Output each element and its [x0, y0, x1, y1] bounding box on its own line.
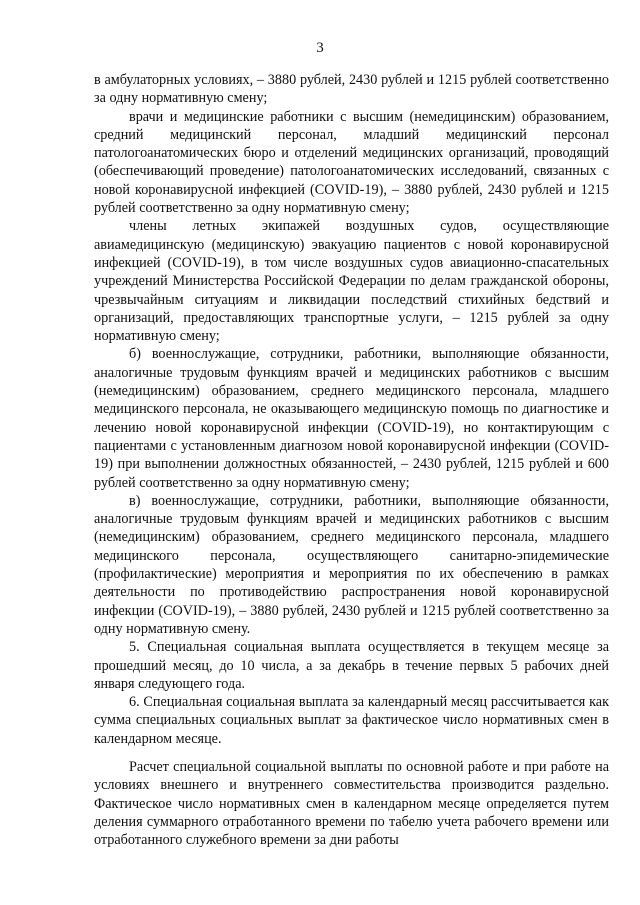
paragraph-item-b: б) военнослужащие, сотрудники, работники, выполняющие обязанности, аналогичные трудовым функциям врачей и медицинских работников с высшим (немедицинским) образованием, среднего медицинского персонала, младшего медицинского персонала, не оказывающего медицинскую помощь по диагностике и лечению новой коронавирусной инфекции (COVID-19), но контактирующим с пациентами с установленным диагнозом новой коронавирусной инфекции (COVID-19) при выполнении должностных обязанностей, – 2430 рублей, 1215 рублей и 600 рублей соответственно за одну нормативную смену;	[94, 346, 609, 491]
paragraph-calculation: Расчет специальной социальной выплаты по основной работе и при работе на условиях внешнего и внутреннего совместительства производится раздельно. Фактическое число нормативных смен в календарном месяце определяется путем деления суммарного отработанного времени по табелю учета рабочего времени или отработанного служебного времени за дни работы	[94, 758, 609, 849]
paragraph-item-6: 6. Специальная социальная выплата за календарный месяц рассчитывается как сумма специальных социальных выплат за фактическое число нормативных смен в календарном месяце.	[94, 694, 609, 747]
paragraph-item-5: 5. Специальная социальная выплата осуществляется в текущем месяце за прошедший месяц, до 10 числа, а за декабрь в течение первых 5 рабочих дней января следующего года.	[94, 639, 609, 692]
document-body	[94, 71, 609, 849]
paragraph-pathology-staff: врачи и медицинские работники с высшим (немедицинским) образованием, средний медицинский персонал, младший медицинский персонал патологоанатомических бюро и отделений медицинских организаций, проводящий (обеспечивающий проведение) патологоанатомических исследований, связанных с новой коронавирусной инфекцией (COVID-19), – 3880 рублей, 2430 рублей и 1215 рублей соответственно за одну нормативную смену;	[94, 108, 609, 217]
paragraph-flight-crews: члены летных экипажей воздушных судов, осуществляющие авиамедицинскую (медицинскую) эвакуацию пациентов с новой коронавирусной инфекцией (COVID-19), в том числе воздушных судов авиационно-спасательных учреждений Министерства Российской Федерации по делам гражданской обороны, чрезвычайным ситуациям и ликвидации последствий стихийных бедствий и организаций, предоставляющих транспортные услуги, – 1215 рублей за одну нормативную смену;	[94, 218, 609, 345]
paragraph-outpatient-payments: в амбулаторных условиях, – 3880 рублей, 2430 рублей и 1215 рублей соответственно за одну нормативную смену;	[94, 72, 609, 107]
page-number: 3	[316, 40, 324, 56]
paragraph-item-v: в) военнослужащие, сотрудники, работники, выполняющие обязанности, аналогичные трудовым функциям врачей и медицинских работников с высшим (немедицинским) образованием, среднего медицинского персонала, младшего медицинского персонала, осуществляющего санитарно-эпидемические (профилактические) мероприятия и мероприятия по их обеспечению в рамках деятельности по противодействию распространения новой коронавирусной инфекции (COVID-19), – 3880 рублей, 2430 рублей и 1215 рублей соответственно за одну нормативную смену.	[94, 492, 609, 637]
